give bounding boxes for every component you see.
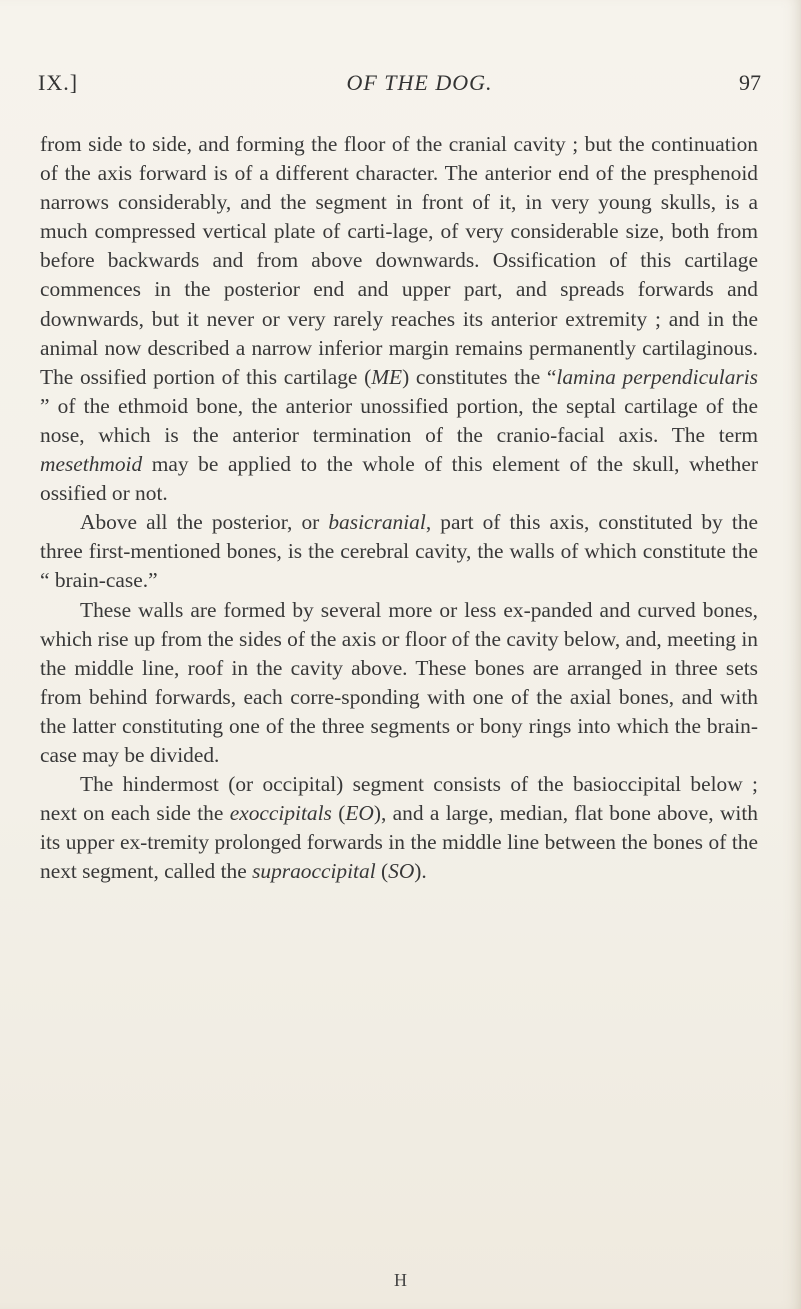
text-run: , part of this axis, constituted by the three first-mentioned bones, is the cerebral cavity, the walls of which constitute the “ brain-case.” bbox=[40, 510, 758, 593]
page-header bbox=[38, 70, 761, 100]
figure-label: ME bbox=[371, 364, 403, 389]
text-run: ), and a large, median, flat bone above, with its upper ex-tremity prolonged forwards in the middle line between the bones of the next segment, called the bbox=[40, 801, 758, 884]
text-run: ( bbox=[375, 859, 389, 884]
paragraph bbox=[40, 596, 758, 771]
latin-term: lamina perpendicularis bbox=[556, 364, 758, 389]
figure-label: EO bbox=[345, 801, 374, 826]
text-run: ( bbox=[331, 801, 346, 826]
anatomical-term: exoccipitals bbox=[229, 801, 332, 826]
text-run: ” of the ethmoid bone, the anterior unossified portion, the septal cartilage of the nose, which is the anterior termination of the cranio-facial axis. The term bbox=[40, 393, 758, 447]
text-run: These walls are formed by several more or less ex-panded and curved bones, which rise up from the sides of the axis or floor of the cavity below, and, meeting in the middle line, roof in the cavity above. These bones are arranged in three sets from behind forwards, each corre-sponding with one of the axial bones, and with the latter constituting one of the three segments or bony rings into which the brain-case may be divided. bbox=[40, 597, 758, 767]
page-number: 97 bbox=[739, 70, 761, 95]
anatomical-term: mesethmoid bbox=[40, 452, 143, 477]
figure-label: SO bbox=[388, 859, 415, 884]
anatomical-term: supraoccipital bbox=[252, 859, 376, 884]
paragraph bbox=[40, 508, 758, 595]
anatomical-term: basicranial bbox=[328, 510, 426, 535]
text-run: from side to side, and forming the floor of the cranial cavity ; but the continuation of the axis forward is of a different character. The anterior end of the presphenoid narrows considerably, and the segment in front of it, in very young skulls, is a much compressed vertical plate of carti-lage, of very considerable size, both from before backwards and from above downwards. Ossification of this cartilage commences in the posterior end and upper part, and spreads forwards and downwards, but it never or very rarely reaches its anterior extremity ; and in the animal now described a narrow inferior margin remains permanently cartilaginous. The ossified portion of this cartilage ( bbox=[40, 132, 758, 389]
text-run: The hindermost (or occipital) segment consists of the basioccipital below ; next on each side the bbox=[40, 772, 758, 826]
paragraph bbox=[40, 130, 758, 508]
running-title: OF THE DOG. bbox=[346, 70, 493, 95]
paragraph bbox=[40, 770, 758, 886]
text-run: Above all the posterior, or bbox=[80, 510, 329, 535]
text-run: ) constitutes the “ bbox=[402, 364, 557, 389]
chapter-marker: IX.] bbox=[38, 70, 79, 95]
signature-mark: H bbox=[394, 1270, 407, 1290]
text-run: may be applied to the whole of this element of the skull, whether ossified or not. bbox=[40, 452, 758, 506]
text-run: ). bbox=[414, 859, 427, 884]
body-text bbox=[40, 130, 758, 886]
